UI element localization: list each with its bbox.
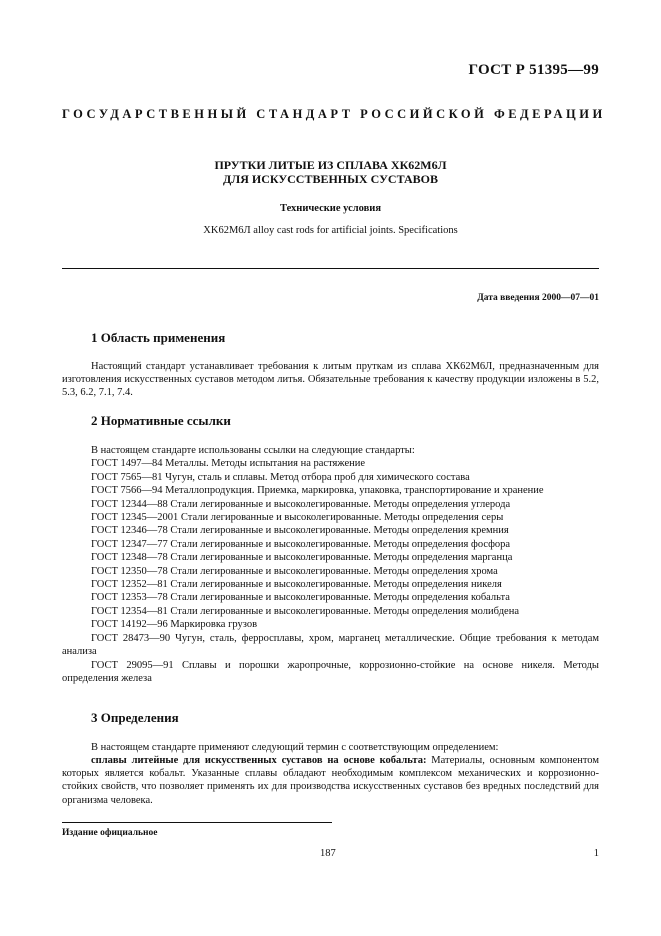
header-divider bbox=[62, 268, 599, 269]
normative-references-list bbox=[62, 444, 599, 685]
official-edition-label: Издание официальное bbox=[62, 828, 158, 838]
title-line-1: ПРУТКИ ЛИТЫЕ ИЗ СПЛАВА ХК62М6Л bbox=[214, 158, 447, 172]
section-1-body: Настоящий стандарт устанавливает требования к литым пруткам из сплава ХК62М6Л, предназначенным для изготовления искусственных суставов методом литья. Обязательные требования к качеству продукции изложены в 5.2, 5.3, 6.2, 7.1, 7.4. bbox=[62, 361, 599, 399]
title-line-2: ДЛЯ ИСКУССТВЕННЫХ СУСТАВОВ bbox=[223, 172, 438, 186]
list-item: ГОСТ 7566—94 Металлопродукция. Приемка, маркировка, упаковка, транспортирование и хранение bbox=[91, 485, 544, 497]
list-item: ГОСТ 12347—77 Стали легированные и высоколегированные. Методы определения фосфора bbox=[91, 538, 511, 550]
list-item: ГОСТ 29095—91 Сплавы и порошки жаропрочные, коррозионно-стойкие на основе никеля. Методы определения железа bbox=[62, 659, 599, 684]
section-1-heading: 1 Область применения bbox=[91, 330, 226, 345]
section-3-definition bbox=[62, 754, 599, 807]
state-standard-heading: ГОСУДАРСТВЕННЫЙ СТАНДАРТ РОССИЙСКОЙ ФЕДЕРАЦИИ bbox=[62, 107, 606, 121]
list-item: ГОСТ 1497—84 Металлы. Методы испытания на растяжение bbox=[91, 458, 366, 470]
document-title bbox=[62, 158, 599, 186]
section-1-text bbox=[62, 360, 599, 400]
list-item: ГОСТ 7565—81 Чугун, сталь и сплавы. Метод отбора проб для химического состава bbox=[91, 471, 470, 483]
document-subtitle: Технические условия bbox=[279, 203, 382, 214]
english-title: XK62M6Л alloy cast rods for artificial joints. Specifications bbox=[203, 225, 458, 236]
list-item: ГОСТ 12346—78 Стали легированные и высоколегированные. Методы определения кремния bbox=[91, 525, 509, 537]
section-2-heading: 2 Нормативные ссылки bbox=[91, 413, 231, 428]
footer-divider bbox=[62, 822, 332, 823]
document-code: ГОСТ Р 51395—99 bbox=[468, 62, 599, 78]
section-3-intro bbox=[62, 741, 599, 754]
list-item: ГОСТ 12348—78 Стали легированные и высоколегированные. Методы определения марганца bbox=[91, 552, 513, 564]
list-item: ГОСТ 12350—78 Стали легированные и высоколегированные. Методы определения хрома bbox=[91, 565, 498, 577]
list-item: ГОСТ 12354—81 Стали легированные и высоколегированные. Методы определения молибдена bbox=[91, 605, 519, 617]
defined-term: сплавы литейные для искусственных суставов на основе кобальта: bbox=[91, 755, 427, 766]
list-item: ГОСТ 12352—81 Стали легированные и высоколегированные. Методы определения никеля bbox=[91, 579, 502, 591]
list-item: ГОСТ 12353—78 Стали легированные и высоколегированные. Методы определения кобальта bbox=[91, 592, 510, 604]
references-intro: В настоящем стандарте использованы ссылки на следующие стандарты: bbox=[91, 445, 415, 456]
list-item: ГОСТ 12344—88 Стали легированные и высоколегированные. Методы определения углерода bbox=[91, 498, 511, 510]
list-item: ГОСТ 14192—96 Маркировка грузов bbox=[91, 619, 258, 631]
introduction-date: Дата введения 2000—07—01 bbox=[477, 293, 599, 303]
section-3-heading: 3 Определения bbox=[91, 710, 179, 725]
list-item: ГОСТ 28473—90 Чугун, сталь, ферросплавы, хром, марганец металлические. Общие требования к методам анализа bbox=[62, 632, 599, 658]
page-number: 187 bbox=[320, 848, 336, 859]
sheet-number: 1 bbox=[593, 848, 599, 859]
definitions-intro: В настоящем стандарте применяют следующий термин с соответствующим определением: bbox=[91, 742, 499, 753]
term-definition: Материалы, основным компонентом которых является кобальт. Указанные сплавы обладают необходимым комплексом механических и коррозионно-стойких свойств, что позволяет применять их для производства искусственных суставов без вредных последствий для организма человека. bbox=[62, 755, 599, 806]
list-item: ГОСТ 12345—2001 Стали легированные и высоколегированные. Методы определения серы bbox=[91, 512, 504, 524]
